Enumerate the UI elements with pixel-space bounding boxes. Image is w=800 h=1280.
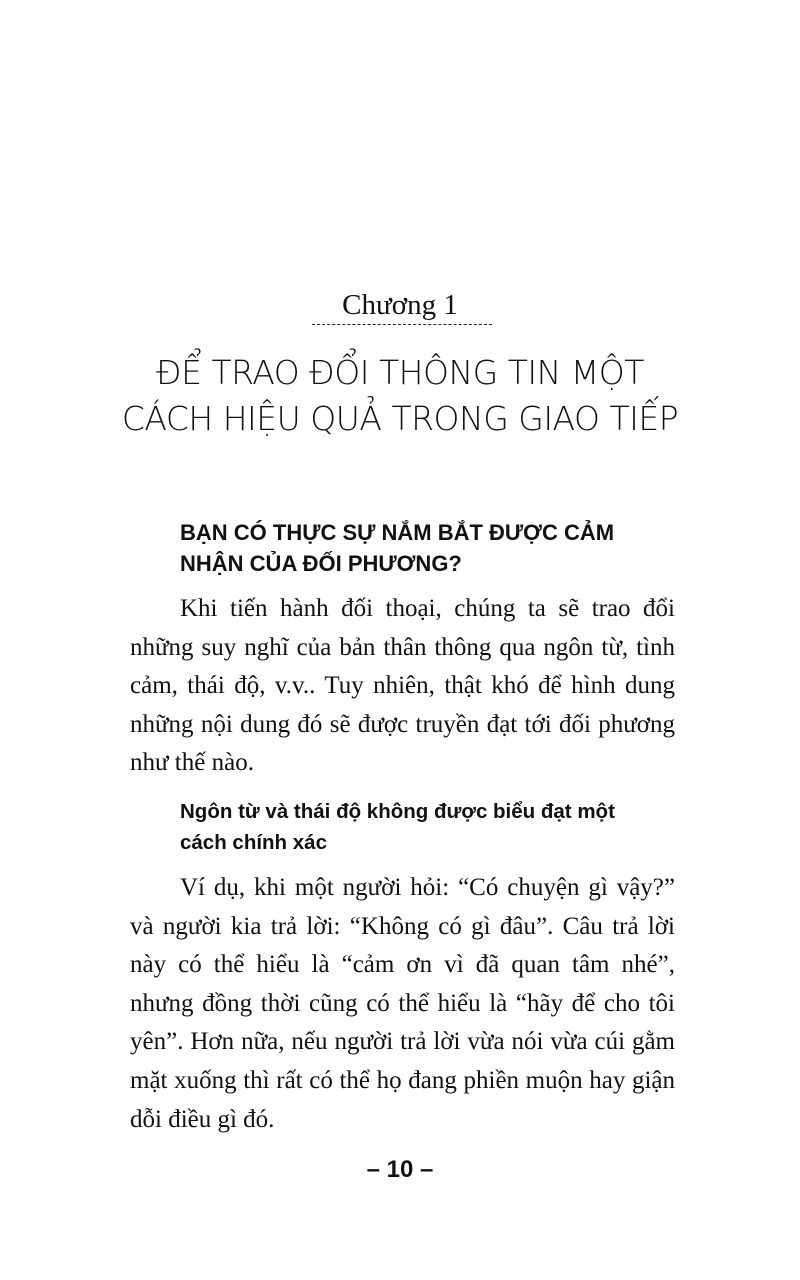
chapter-title <box>0 350 800 442</box>
body-paragraph: Ví dụ, khi một người hỏi: “Có chuyện gì vậy?” và người kia trả lời: “Không có gì đâu”. Câu trả lời này có thể hiểu là “cảm ơn vì đã quan tâm nhé”, nhưng đồng thời cũng có thể hiểu là “hãy để cho tôi yên”. Hơn nữa, nếu người trả lời vừa nói vừa cúi gằm mặt xuống thì rất có thể họ đang phiền muộn hay giận dỗi điều gì đó. <box>130 874 675 1133</box>
subsection-heading-line: cách chính xác <box>180 831 327 854</box>
chapter-label: Chương 1 <box>342 289 458 321</box>
page-number: – 10 – <box>366 1156 434 1183</box>
chapter-divider <box>312 324 492 325</box>
chapter-title-line: CÁCH HIỆU QUẢ TRONG GIAO TIẾP <box>121 399 679 438</box>
subsection-heading <box>180 796 700 858</box>
chapter-title-line: ĐỂ TRAO ĐỔI THÔNG TIN MỘT <box>156 353 644 392</box>
subsection-heading-line: Ngôn từ và thái độ không được biểu đạt một <box>180 800 615 823</box>
section-heading <box>180 517 700 579</box>
section-heading-line: NHẬN CỦA ĐỐI PHƯƠNG? <box>180 551 462 576</box>
body-paragraph: Khi tiến hành đối thoại, chúng ta sẽ trao đổi những suy nghĩ của bản thân thông qua ngôn từ, tình cảm, thái độ, v.v.. Tuy nhiên, thật khó để hình dung những nội dung đó sẽ được truyền đạt tới đối phương như thế nào. <box>130 595 675 777</box>
section-heading-line: BẠN CÓ THỰC SỰ NẮM BẮT ĐƯỢC CẢM <box>180 520 615 545</box>
